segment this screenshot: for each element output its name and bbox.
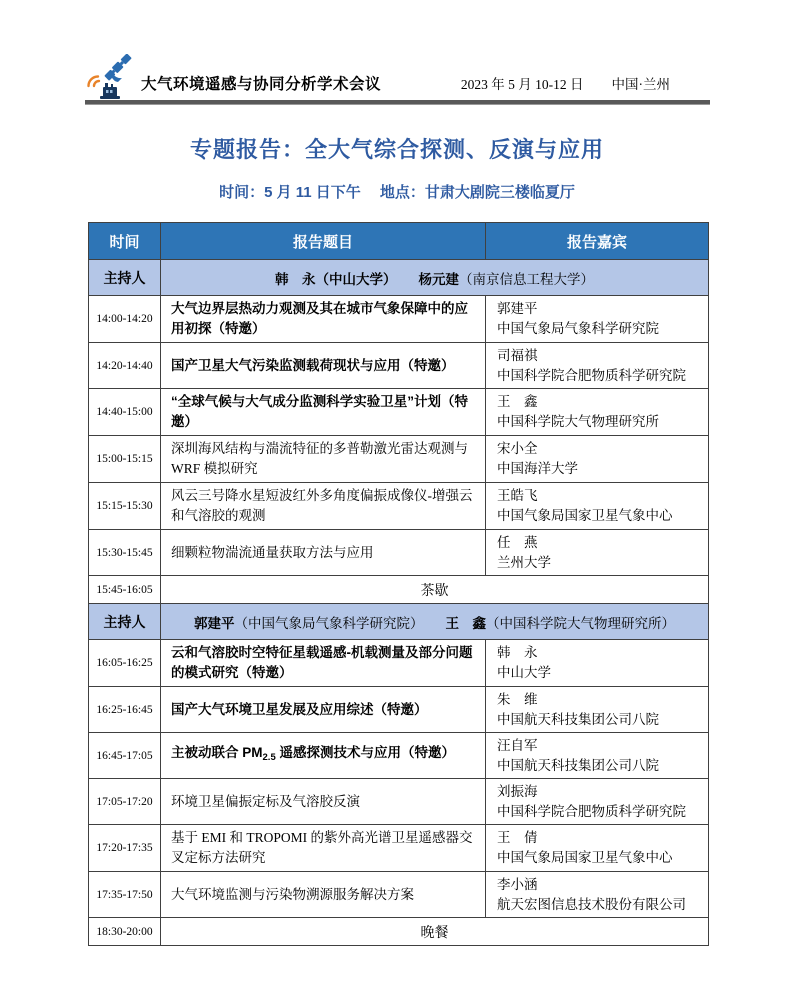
speaker-name: 朱 维 (497, 691, 538, 707)
speaker-org: 中国气象局国家卫星气象中心 (497, 508, 673, 523)
schedule-row (89, 825, 709, 872)
time-cell: 17:05-17:20 (89, 779, 161, 825)
satellite-ground-station-icon (85, 54, 139, 100)
chair-row-1 (89, 260, 709, 296)
speaker-name: 任 燕 (497, 534, 538, 550)
speaker-cell (486, 733, 709, 779)
speaker-cell (486, 687, 709, 733)
tea-break-row (89, 576, 709, 604)
speaker-org: 中山大学 (497, 665, 551, 680)
schedule-table (88, 222, 709, 946)
tea-break-label: 茶歇 (161, 576, 709, 604)
chair-name: 杨元建 (418, 271, 459, 287)
speaker-cell (486, 530, 709, 576)
speaker-org: 中国科学院合肥物质科学研究院 (497, 803, 686, 819)
speaker-org: 中国科学院大气物理研究所 (497, 414, 659, 429)
conference-name: 大气环境遥感与协同分析学术会议 (141, 76, 382, 93)
chair-name: 郭建平 (194, 615, 235, 631)
schedule-row (89, 733, 709, 779)
pm25-subscript: 2.5 (262, 752, 276, 763)
talk-title: 细颗粒物湍流通量获取方法与应用 (161, 530, 486, 576)
speaker-name: 郭建平 (497, 301, 538, 316)
session-title: 专题报告：全大气综合探测、反演与应用 (189, 137, 604, 162)
speaker-name: 汪自军 (497, 737, 538, 753)
speaker-name: 韩 永 (497, 645, 538, 660)
talk-title: 大气环境监测与污染物溯源服务解决方案 (161, 872, 486, 918)
column-header-guest: 报告嘉宾 (486, 223, 709, 260)
time-cell: 16:45-17:05 (89, 733, 161, 779)
speaker-cell (486, 779, 709, 825)
time-cell: 14:20-14:40 (89, 343, 161, 389)
speaker-org: 中国科学院合肥物质科学研究院 (497, 367, 686, 383)
schedule-row (89, 687, 709, 733)
dinner-label: 晚餐 (161, 918, 709, 946)
conference-location: 中国·兰州 (611, 77, 670, 92)
talk-title: “全球气候与大气成分监测科学实验卫星”计划（特邀） (161, 389, 486, 436)
column-header-time: 时间 (89, 223, 161, 260)
time-cell: 15:45-16:05 (89, 576, 161, 604)
schedule-row (89, 436, 709, 483)
time-cell: 16:05-16:25 (89, 640, 161, 687)
schedule-row (89, 343, 709, 389)
speaker-name: 刘振海 (497, 783, 538, 799)
chair-affiliation: （中国气象局气象科学研究院） (234, 615, 424, 631)
speaker-org: 中国海洋大学 (497, 461, 578, 476)
schedule-row (89, 640, 709, 687)
chair-row-2 (89, 604, 709, 640)
table-header-row (89, 223, 709, 260)
time-cell: 15:30-15:45 (89, 530, 161, 576)
header-meta (461, 73, 710, 100)
chair-names (161, 604, 709, 640)
speaker-name: 司福祺 (497, 347, 538, 363)
time-cell: 16:25-16:45 (89, 687, 161, 733)
time-cell: 18:30-20:00 (89, 918, 161, 946)
talk-title: 环境卫星偏振定标及气溶胶反演 (161, 779, 486, 825)
chair-names (161, 260, 709, 296)
schedule-row (89, 296, 709, 343)
time-cell: 15:00-15:15 (89, 436, 161, 483)
schedule-row (89, 872, 709, 918)
talk-title: 云和气溶胶时空特征星载遥感-机载测量及部分问题的模式研究（特邀） (161, 640, 486, 687)
speaker-name: 李小涵 (497, 876, 538, 892)
speaker-name: 王皓飞 (497, 488, 538, 503)
time-cell: 14:40-15:00 (89, 389, 161, 436)
chair-label: 主持人 (89, 604, 161, 640)
schedule-row (89, 483, 709, 530)
chair-affiliation: （中国科学院大气物理研究所） (486, 615, 675, 631)
speaker-cell (486, 296, 709, 343)
schedule-row (89, 530, 709, 576)
speaker-name: 王 倩 (497, 830, 538, 845)
document-header (85, 52, 710, 100)
speaker-cell (486, 483, 709, 530)
chair-name: 韩 永（中山大学） (275, 271, 397, 287)
talk-title: 基于 EMI 和 TROPOMI 的紫外高光谱卫星遥感器交叉定标方法研究 (161, 825, 486, 872)
speaker-cell (486, 343, 709, 389)
chair-affiliation: （南京信息工程大学） (459, 271, 594, 287)
chair-name: 王 鑫 (445, 615, 486, 631)
speaker-cell (486, 436, 709, 483)
time-cell: 17:35-17:50 (89, 872, 161, 918)
speaker-org: 中国气象局气象科学研究院 (497, 321, 659, 336)
time-cell: 14:00-14:20 (89, 296, 161, 343)
speaker-cell (486, 640, 709, 687)
speaker-cell (486, 872, 709, 918)
speaker-org: 航天宏图信息技术股份有限公司 (497, 896, 686, 912)
talk-title: 主被动联合 $PM_{2.5}$ 遥感探测技术与应用（特邀） (161, 733, 486, 779)
dinner-row (89, 918, 709, 946)
column-header-topic: 报告题目 (161, 223, 486, 260)
speaker-org: 中国航天科技集团公司八院 (497, 711, 659, 727)
speaker-org: 兰州大学 (497, 554, 551, 570)
talk-title: 国产大气环境卫星发展及应用综述（特邀） (161, 687, 486, 733)
schedule-row (89, 779, 709, 825)
time-cell: 17:20-17:35 (89, 825, 161, 872)
conference-date: 2023 年 5 月 10-12 日 (460, 77, 584, 92)
speaker-org: 中国气象局国家卫星气象中心 (497, 850, 673, 865)
talk-title: 国产卫星大气污染监测载荷现状与应用（特邀） (161, 343, 486, 389)
schedule-row (89, 389, 709, 436)
talk-title: 风云三号降水星短波红外多角度偏振成像仪-增强云和气溶胶的观测 (161, 483, 486, 530)
session-time-location: 时间：5 月 11 日下午 地点：甘肃大剧院三楼临夏厅 (219, 184, 575, 201)
talk-title: 大气边界层热动力观测及其在城市气象保障中的应用初探（特邀） (161, 296, 486, 343)
speaker-cell (486, 825, 709, 872)
speaker-name: 王 鑫 (497, 394, 538, 409)
header-divider-rule (85, 100, 710, 105)
chair-label: 主持人 (89, 260, 161, 296)
talk-title: 深圳海风结构与湍流特征的多普勒激光雷达观测与 WRF 模拟研究 (161, 436, 486, 483)
speaker-name: 宋小全 (497, 441, 538, 456)
time-cell: 15:15-15:30 (89, 483, 161, 530)
speaker-org: 中国航天科技集团公司八院 (497, 757, 659, 773)
speaker-cell (486, 389, 709, 436)
